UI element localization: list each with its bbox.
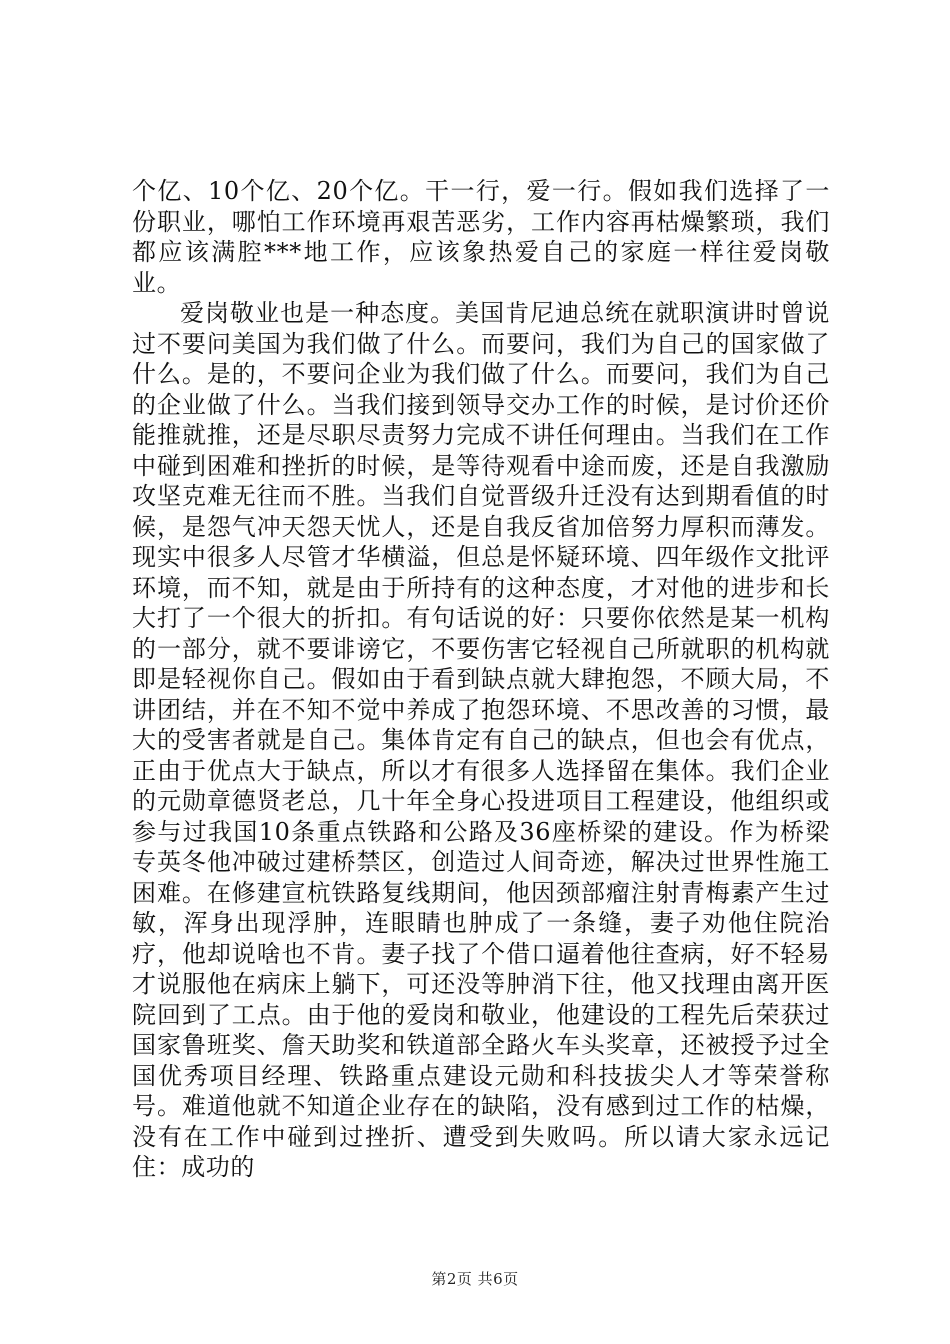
page-number-footer: 第2页 共6页 bbox=[431, 1270, 519, 1288]
document-body bbox=[132, 176, 830, 1183]
paragraph-1: 个亿、10个亿、20个亿。干一行，爱一行。假如我们选择了一份职业，哪怕工作环境再艰苦恶劣，工作内容再枯燥繁琐，我们都应该满腔***地工作，应该象热爱自己的家庭一样往爱岗敬业。 bbox=[132, 177, 830, 297]
paragraph-2: 爱岗敬业也是一种态度。美国肯尼迪总统在就职演讲时曾说过不要问美国为我们做了什么。而要问，我们为自己的国家做了什么。是的，不要问企业为我们做了什么。而要问，我们为自己的企业做了什么。当我们接到领导交办工作的时候，是讨价还价能推就推，还是尽职尽责努力完成不讲任何理由。当我们在工作中碰到困难和挫折的时候，是等待观看中途而废，还是自我激励攻坚克难无往而不胜。当我们自觉晋级升迁没有达到期看值的时候，是怨气冲天怨天忧人，还是自我反省加倍努力厚积而薄发。现实中很多人尽管才华横溢，但总是怀疑环境、四年级作文批评环境，而不知，就是由于所持有的这种态度，才对他的进步和长大打了一个很大的折扣。有句话说的好：只要你依然是某一机构的一部分，就不要诽谤它，不要伤害它轻视自己所就职的机构就即是轻视你自己。假如由于看到缺点就大肆抱怨，不顾大局，不讲团结，并在不知不觉中养成了抱怨环境、不思改善的习惯，最大的受害者就是自己。集体肯定有自己的缺点，但也会有优点，正由于优点大于缺点，所以才有很多人选择留在集体。我们企业的元勋章德贤老总，几十年全身心投进项目工程建设，他组织或参与过我国10条重点铁路和公路及36座桥梁的建设。作为桥梁专英冬他冲破过建桥禁区，创造过人间奇迹，解决过世界性施工困难。在修建宣杭铁路复线期间，他因颈部瘤注射青梅素产生过敏，浑身出现浮肿，连眼睛也肿成了一条缝，妻子劝他住院治疗，他却说啥也不肯。妻子找了个借口逼着他往查病，好不轻易才说服他在病床上躺下，可还没等肿消下往，他又找理由离开医院回到了工点。由于他的爱岗和敬业，他建设的工程先后荣获过国家鲁班奖、詹天助奖和铁道部全路火车头奖章，还被授予过全国优秀项目经理、铁路重点建设元勋和科技拔尖人才等荣誉称号。难道他就不知道企业存在的缺陷，没有感到过工作的枯燥，没有在工作中碰到过挫折、遭受到失败吗。所以请大家永远记住：成功的 bbox=[132, 299, 830, 1181]
